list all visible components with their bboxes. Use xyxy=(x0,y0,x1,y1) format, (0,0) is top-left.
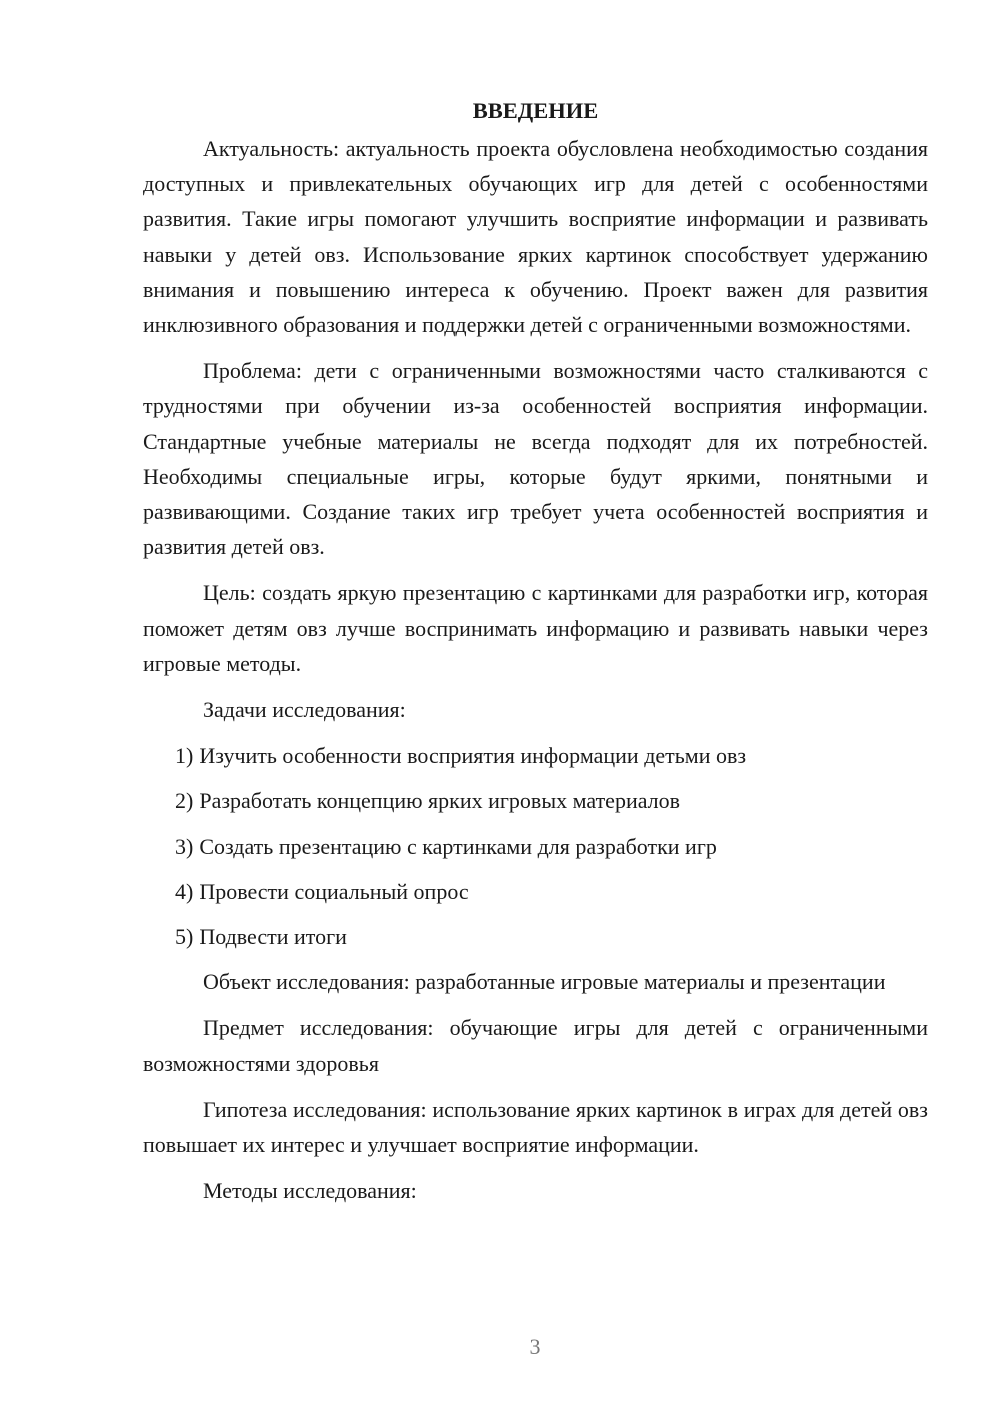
subject-paragraph: Предмет исследования: обучающие игры для детей с ограниченными возможностями здоровья xyxy=(143,1015,928,1076)
object-paragraph: Объект исследования: разработанные игровые материалы и презентации xyxy=(203,969,886,995)
list-item-text: Подвести итоги xyxy=(199,924,347,950)
list-item-text: Создать презентацию с картинками для разработки игр xyxy=(199,833,717,859)
tasks-list xyxy=(143,738,928,954)
list-item xyxy=(143,738,928,773)
list-item-number: 4) xyxy=(175,878,194,904)
tasks-title: Задачи исследования: xyxy=(203,697,406,723)
methods-title: Методы исследования: xyxy=(203,1178,417,1204)
list-item-number: 5) xyxy=(175,924,194,950)
list-item-text: Провести социальный опрос xyxy=(199,878,469,904)
list-item xyxy=(143,919,928,954)
page-number: 3 xyxy=(529,1334,541,1359)
list-item-number: 1) xyxy=(175,743,194,769)
problem-paragraph: Проблема: дети с ограниченными возможностями часто сталкиваются с трудностями при обучении из-за особенностей восприятия информации. Стандартные учебные материалы не всегда подходят для их потребностей. Необходимы специальные игры, которые будут яркими, понятными и развивающими. Создание таких игр требует учета особенностей восприятия и развития детей овз. xyxy=(143,358,928,560)
list-item xyxy=(143,783,928,818)
page-content xyxy=(143,93,928,1219)
list-item xyxy=(143,829,928,864)
hypothesis-paragraph: Гипотеза исследования: использование ярких картинок в играх для детей овз повышает их интерес и улучшает восприятие информации. xyxy=(143,1096,928,1158)
list-item-text: Изучить особенности восприятия информации детьми овз xyxy=(199,743,747,769)
list-item xyxy=(143,874,928,909)
goal-paragraph: Цель: создать яркую презентацию с картинками для разработки игр, которая поможет детям овз лучше воспринимать информацию и развивать навыки через игровые методы. xyxy=(143,580,928,676)
section-heading: ВВЕДЕНИЕ xyxy=(472,98,599,123)
list-item-number: 2) xyxy=(175,788,194,814)
relevance-paragraph: Актуальность: актуальность проекта обусловлена необходимостью создания доступных и привлекательных обучающих игр для детей с особенностями развития. Такие игры помогают улучшить восприятие информации и развивать навыки у детей овз. Использование ярких картинок способствует удержанию внимания и повышению интереса к обучению. Проект важен для развития инклюзивного образования и поддержки детей с ограниченными возможностями. xyxy=(143,136,928,338)
list-item-text: Разработать концепцию ярких игровых материалов xyxy=(199,788,681,814)
list-item-number: 3) xyxy=(175,833,194,859)
